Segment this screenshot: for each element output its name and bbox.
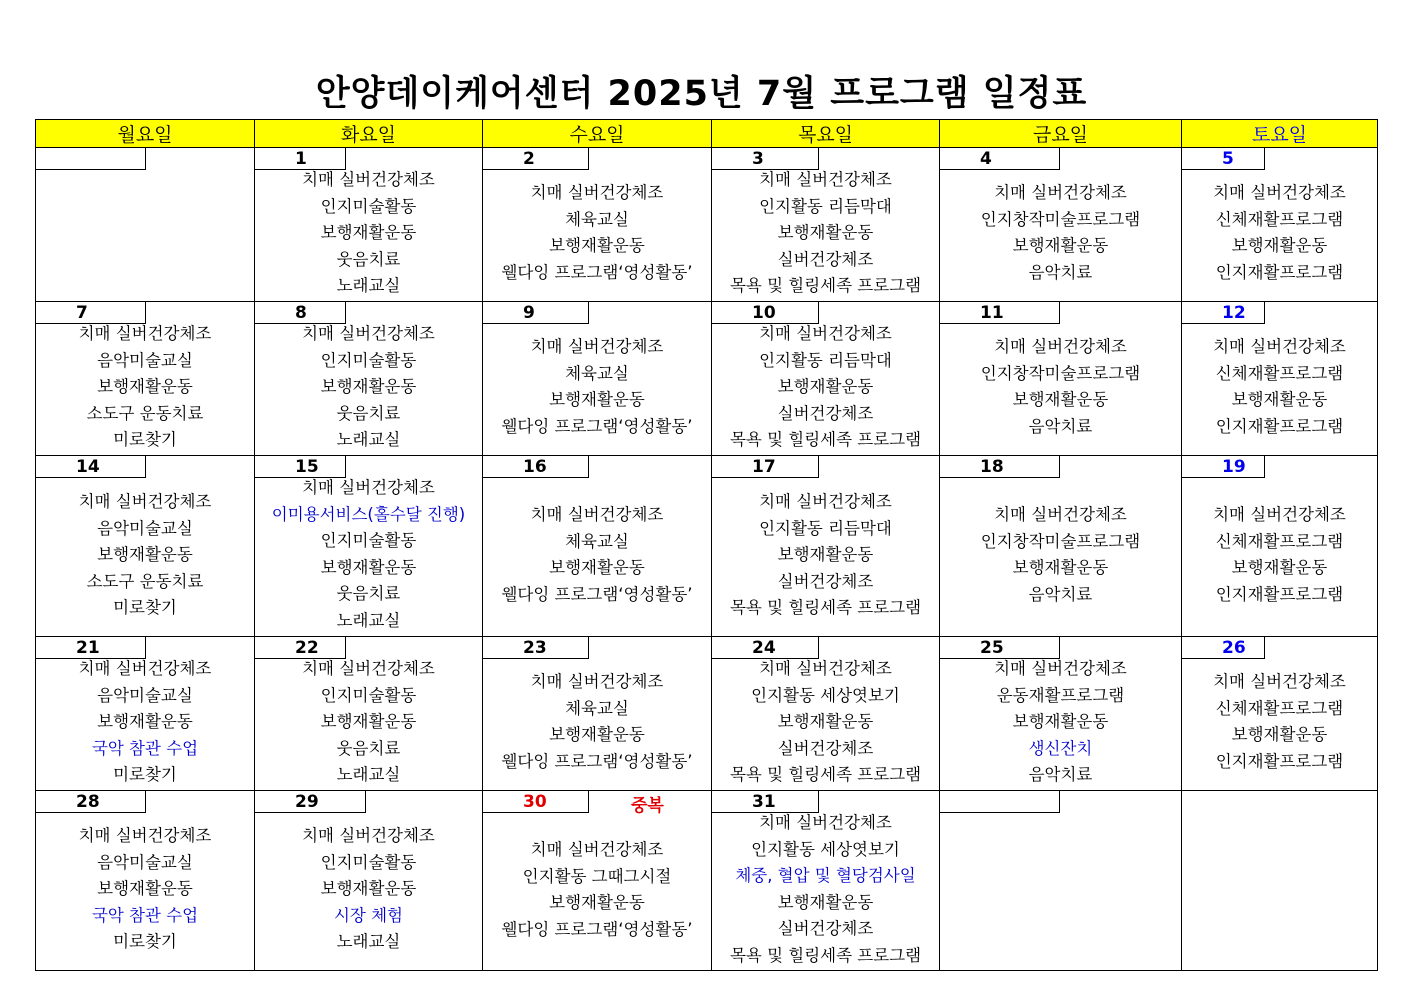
activity-item: 웃음치료 (336, 584, 401, 604)
activity-item: 체육교실 (565, 363, 629, 383)
day-cell (255, 637, 483, 791)
activity-item: 보행재활운동 (320, 712, 417, 732)
activity-item: 웰다잉 프로그램‘영성활동’ (501, 751, 693, 771)
activity-item: 목욕 및 힐링세족 프로그램 (729, 430, 922, 450)
activity-item: 보행재활운동 (1012, 236, 1109, 256)
day-cell (36, 791, 255, 971)
activity-item: 보행재활운동 (777, 712, 874, 732)
day-cell (36, 302, 255, 456)
activity-list (255, 321, 482, 454)
activity-item: 보행재활운동 (97, 377, 193, 397)
activity-item: 인지미술활동 (320, 350, 417, 370)
activity-item: 치매 실버건강체조 (78, 324, 212, 343)
activity-item: 치매 실버건강체조 (302, 826, 435, 845)
activity-list (1182, 334, 1377, 440)
activity-item: 보행재활운동 (97, 545, 193, 565)
day-cell (483, 456, 712, 637)
activity-list (940, 334, 1181, 440)
date-number: 1 (254, 147, 346, 170)
day-cell (712, 302, 940, 456)
activity-item: 목욕 및 힐링세족 프로그램 (729, 276, 922, 296)
date-number: 3 (711, 147, 819, 170)
activity-item: 목욕 및 힐링세족 프로그램 (729, 598, 922, 618)
activity-item: 보행재활운동 (1231, 390, 1328, 410)
activity-item: 실버건강체조 (777, 738, 874, 758)
date-number: 29 (254, 790, 366, 813)
activity-item: 인지창작미술프로그램 (980, 209, 1141, 229)
activity-list (255, 475, 482, 635)
activity-item: 치매 실버건강체조 (994, 183, 1127, 202)
page-title: 안양데이케어센터 2025년 7월 프로그램 일정표 (315, 74, 1088, 114)
activity-item: 치매 실버건강체조 (302, 324, 435, 343)
day-cell (940, 637, 1182, 791)
day-cell (940, 791, 1182, 971)
activity-item: 치매 실버건강체조 (759, 324, 892, 343)
date-number: 15 (254, 455, 346, 478)
day-cell (255, 302, 483, 456)
activity-item: 치매 실버건강체조 (78, 492, 212, 511)
day-cell (712, 637, 940, 791)
date-number: 31 (711, 790, 819, 813)
activity-item: 국악 참관 수업 (91, 905, 199, 925)
activity-item: 보행재활운동 (1231, 236, 1328, 256)
activity-item: 치매 실버건강체조 (530, 672, 664, 691)
day-cell (1182, 791, 1378, 971)
activity-item: 인지미술활동 (320, 196, 417, 216)
activity-item: 인지활동 리듬막대 (759, 196, 892, 216)
activity-item: 인지재활프로그램 (1215, 262, 1344, 282)
activity-item: 체중, 혈압 및 혈당검사일 (735, 866, 916, 886)
activity-list (483, 334, 711, 440)
activity-item: 치매 실버건강체조 (759, 170, 892, 189)
duplicate-tag: 중복 (631, 796, 664, 816)
header-tuesday: 화요일 (255, 120, 483, 148)
activity-list (712, 167, 939, 300)
day-cell (483, 148, 712, 302)
activity-list (255, 656, 482, 789)
activity-item: 보행재활운동 (549, 725, 645, 745)
date-number: 30 (482, 790, 589, 813)
activity-item: 보행재활운동 (777, 545, 874, 565)
activity-item: 보행재활운동 (549, 390, 645, 410)
date-number (939, 790, 1060, 813)
activity-item: 치매 실버건강체조 (1213, 337, 1346, 356)
activity-item: 신체재활프로그램 (1215, 363, 1344, 383)
day-cell (940, 148, 1182, 302)
activity-item: 노래교실 (336, 765, 401, 785)
date-number: 5 (1181, 147, 1265, 170)
activity-item: 실버건강체조 (777, 249, 874, 269)
date-number: 28 (35, 790, 146, 813)
activity-item: 치매 실버건강체조 (302, 478, 435, 497)
activity-item: 치매 실버건강체조 (302, 170, 435, 189)
activity-item: 미로찾기 (113, 430, 177, 450)
day-cell (712, 791, 940, 971)
header-thursday: 목요일 (712, 120, 940, 148)
activity-item: 인지활동 리듬막대 (759, 350, 892, 370)
activity-item: 웃음치료 (336, 403, 401, 423)
date-number: 22 (254, 636, 346, 659)
week-row (36, 637, 1378, 791)
activity-item: 치매 실버건강체조 (530, 505, 664, 524)
day-cell (1182, 637, 1378, 791)
activity-item: 치매 실버건강체조 (78, 826, 212, 845)
date-number: 21 (35, 636, 146, 659)
date-number: 4 (939, 147, 1060, 170)
day-cell (255, 791, 483, 971)
activity-item: 보행재활운동 (320, 377, 417, 397)
activity-item: 노래교실 (336, 430, 401, 450)
activity-list (483, 669, 711, 775)
date-number: 17 (711, 455, 819, 478)
activity-item: 음악미술교실 (97, 685, 193, 705)
activity-item: 음악미술교실 (97, 350, 193, 370)
activity-item: 치매 실버건강체조 (994, 659, 1127, 678)
day-cell (483, 302, 712, 456)
day-cell (940, 302, 1182, 456)
header-saturday: 토요일 (1182, 120, 1378, 148)
activity-list (36, 656, 254, 789)
activity-item: 인지활동 세상엿보기 (751, 839, 900, 859)
date-number: 19 (1181, 455, 1265, 478)
activity-item: 치매 실버건강체조 (994, 505, 1127, 524)
activity-item: 소도구 운동치료 (86, 571, 204, 591)
date-number: 25 (939, 636, 1060, 659)
activity-item: 운동재활프로그램 (996, 685, 1125, 705)
activity-item: 노래교실 (336, 276, 401, 296)
activity-item: 생신잔치 (1028, 738, 1093, 758)
date-number: 14 (35, 455, 146, 478)
activity-item: 음악치료 (1028, 584, 1093, 604)
activity-item: 노래교실 (336, 932, 401, 952)
activity-item: 음악치료 (1028, 262, 1093, 282)
activity-list (940, 656, 1181, 789)
day-cell (36, 148, 255, 302)
activity-item: 인지미술활동 (320, 685, 417, 705)
day-cell (1182, 148, 1378, 302)
day-cell (255, 148, 483, 302)
activity-item: 웃음치료 (336, 249, 401, 269)
date-number: 18 (939, 455, 1060, 478)
activity-item: 치매 실버건강체조 (530, 840, 664, 859)
day-cell (1182, 456, 1378, 637)
activity-item: 실버건강체조 (777, 571, 874, 591)
day-cell (483, 637, 712, 791)
activity-item: 보행재활운동 (777, 377, 874, 397)
activity-list (712, 810, 939, 970)
activity-list (483, 180, 711, 286)
activity-item: 시장 체험 (333, 905, 403, 925)
activity-item: 신체재활프로그램 (1215, 531, 1344, 551)
activity-item: 실버건강체조 (777, 403, 874, 423)
date-number: 24 (711, 636, 819, 659)
activity-item: 신체재활프로그램 (1215, 209, 1344, 229)
activity-item: 소도구 운동치료 (86, 403, 204, 423)
activity-item: 체육교실 (565, 209, 629, 229)
activity-list (1182, 502, 1377, 608)
activity-item: 보행재활운동 (549, 558, 645, 578)
activity-item: 보행재활운동 (1012, 558, 1109, 578)
activity-item: 웃음치료 (336, 738, 401, 758)
date-number (35, 147, 146, 170)
activity-item: 보행재활운동 (1012, 390, 1109, 410)
activity-item: 치매 실버건강체조 (1213, 672, 1346, 691)
activity-list (36, 823, 254, 956)
activity-list (36, 489, 254, 622)
activity-item: 미로찾기 (113, 932, 177, 952)
activity-item: 보행재활운동 (97, 712, 193, 732)
activity-list (712, 321, 939, 454)
activity-item: 음악치료 (1028, 416, 1093, 436)
activity-item: 목욕 및 힐링세족 프로그램 (729, 945, 922, 965)
activity-item: 목욕 및 힐링세족 프로그램 (729, 765, 922, 785)
activity-list (712, 489, 939, 622)
activity-item: 치매 실버건강체조 (759, 492, 892, 511)
activity-list (712, 656, 939, 789)
activity-item: 보행재활운동 (320, 557, 417, 577)
activity-item: 치매 실버건강체조 (302, 659, 435, 678)
activity-item: 웰다잉 프로그램‘영성활동’ (501, 262, 693, 282)
date-number: 10 (711, 301, 819, 324)
activity-item: 음악치료 (1028, 765, 1093, 785)
activity-item: 치매 실버건강체조 (530, 337, 664, 356)
header-friday: 금요일 (940, 120, 1182, 148)
activity-item: 인지활동 그때그시절 (522, 866, 672, 886)
activity-item: 보행재활운동 (1231, 725, 1328, 745)
activity-item: 웰다잉 프로그램‘영성활동’ (501, 584, 693, 604)
activity-item: 인지미술활동 (320, 852, 417, 872)
week-row (36, 456, 1378, 637)
activity-item: 웰다잉 프로그램‘영성활동’ (501, 416, 693, 436)
activity-list (1182, 180, 1377, 286)
day-cell (483, 791, 712, 971)
day-cell (36, 456, 255, 637)
activity-item: 체육교실 (565, 531, 629, 551)
week-row (36, 302, 1378, 456)
date-number: 8 (254, 301, 346, 324)
activity-item: 체육교실 (565, 698, 629, 718)
activity-item: 치매 실버건강체조 (1213, 183, 1346, 202)
day-cell (712, 456, 940, 637)
date-number: 11 (939, 301, 1060, 324)
activity-item: 인지창작미술프로그램 (980, 531, 1141, 551)
activity-item: 인지창작미술프로그램 (980, 363, 1141, 383)
activity-item: 음악미술교실 (97, 852, 193, 872)
activity-list (483, 837, 711, 943)
activity-item: 미로찾기 (113, 598, 177, 618)
activity-item: 보행재활운동 (549, 893, 645, 913)
activity-item: 보행재활운동 (320, 223, 417, 243)
activity-item: 치매 실버건강체조 (994, 337, 1127, 356)
activity-item: 이미용서비스(홀수달 진행) (271, 504, 466, 524)
date-number: 12 (1181, 301, 1265, 324)
activity-item: 미로찾기 (113, 765, 177, 785)
activity-item: 보행재활운동 (1231, 558, 1328, 578)
activity-item: 국악 참관 수업 (91, 738, 199, 758)
activity-item: 치매 실버건강체조 (759, 659, 892, 678)
activity-list (940, 502, 1181, 608)
activity-item: 인지활동 리듬막대 (759, 518, 892, 538)
day-cell (940, 456, 1182, 637)
activity-item: 실버건강체조 (777, 919, 874, 939)
day-cell (36, 637, 255, 791)
activity-item: 보행재활운동 (777, 223, 874, 243)
activity-item: 보행재활운동 (1012, 712, 1109, 732)
date-number: 7 (35, 301, 146, 324)
activity-item: 보행재활운동 (320, 879, 417, 899)
date-number: 23 (482, 636, 589, 659)
activity-item: 신체재활프로그램 (1215, 698, 1344, 718)
activity-item: 보행재활운동 (777, 892, 874, 912)
activity-list (255, 823, 482, 956)
week-row (36, 148, 1378, 302)
header-monday: 월요일 (36, 120, 255, 148)
week-row (36, 791, 1378, 971)
activity-list (940, 180, 1181, 286)
date-number: 16 (482, 455, 589, 478)
activity-list (255, 167, 482, 300)
date-number: 9 (482, 301, 589, 324)
activity-item: 음악미술교실 (97, 518, 193, 538)
activity-item: 치매 실버건강체조 (759, 813, 892, 832)
date-number: 26 (1181, 636, 1265, 659)
activity-item: 인지재활프로그램 (1215, 751, 1344, 771)
calendar-table (35, 119, 1378, 971)
activity-list (483, 502, 711, 608)
activity-item: 보행재활운동 (549, 236, 645, 256)
activity-item: 노래교실 (336, 610, 401, 630)
activity-item: 보행재활운동 (97, 879, 193, 899)
activity-item: 치매 실버건강체조 (78, 659, 212, 678)
date-number: 2 (482, 147, 589, 170)
activity-item: 인지활동 세상엿보기 (751, 685, 900, 705)
day-cell (255, 456, 483, 637)
activity-item: 인지재활프로그램 (1215, 416, 1344, 436)
day-cell (1182, 302, 1378, 456)
header-wednesday: 수요일 (483, 120, 712, 148)
activity-item: 인지미술활동 (320, 531, 417, 551)
activity-item: 웰다잉 프로그램‘영성활동’ (501, 919, 693, 939)
activity-item: 치매 실버건강체조 (530, 183, 664, 202)
activity-item: 인지재활프로그램 (1215, 584, 1344, 604)
activity-item: 치매 실버건강체조 (1213, 505, 1346, 524)
activity-list (36, 321, 254, 454)
activity-list (1182, 669, 1377, 775)
day-cell (712, 148, 940, 302)
